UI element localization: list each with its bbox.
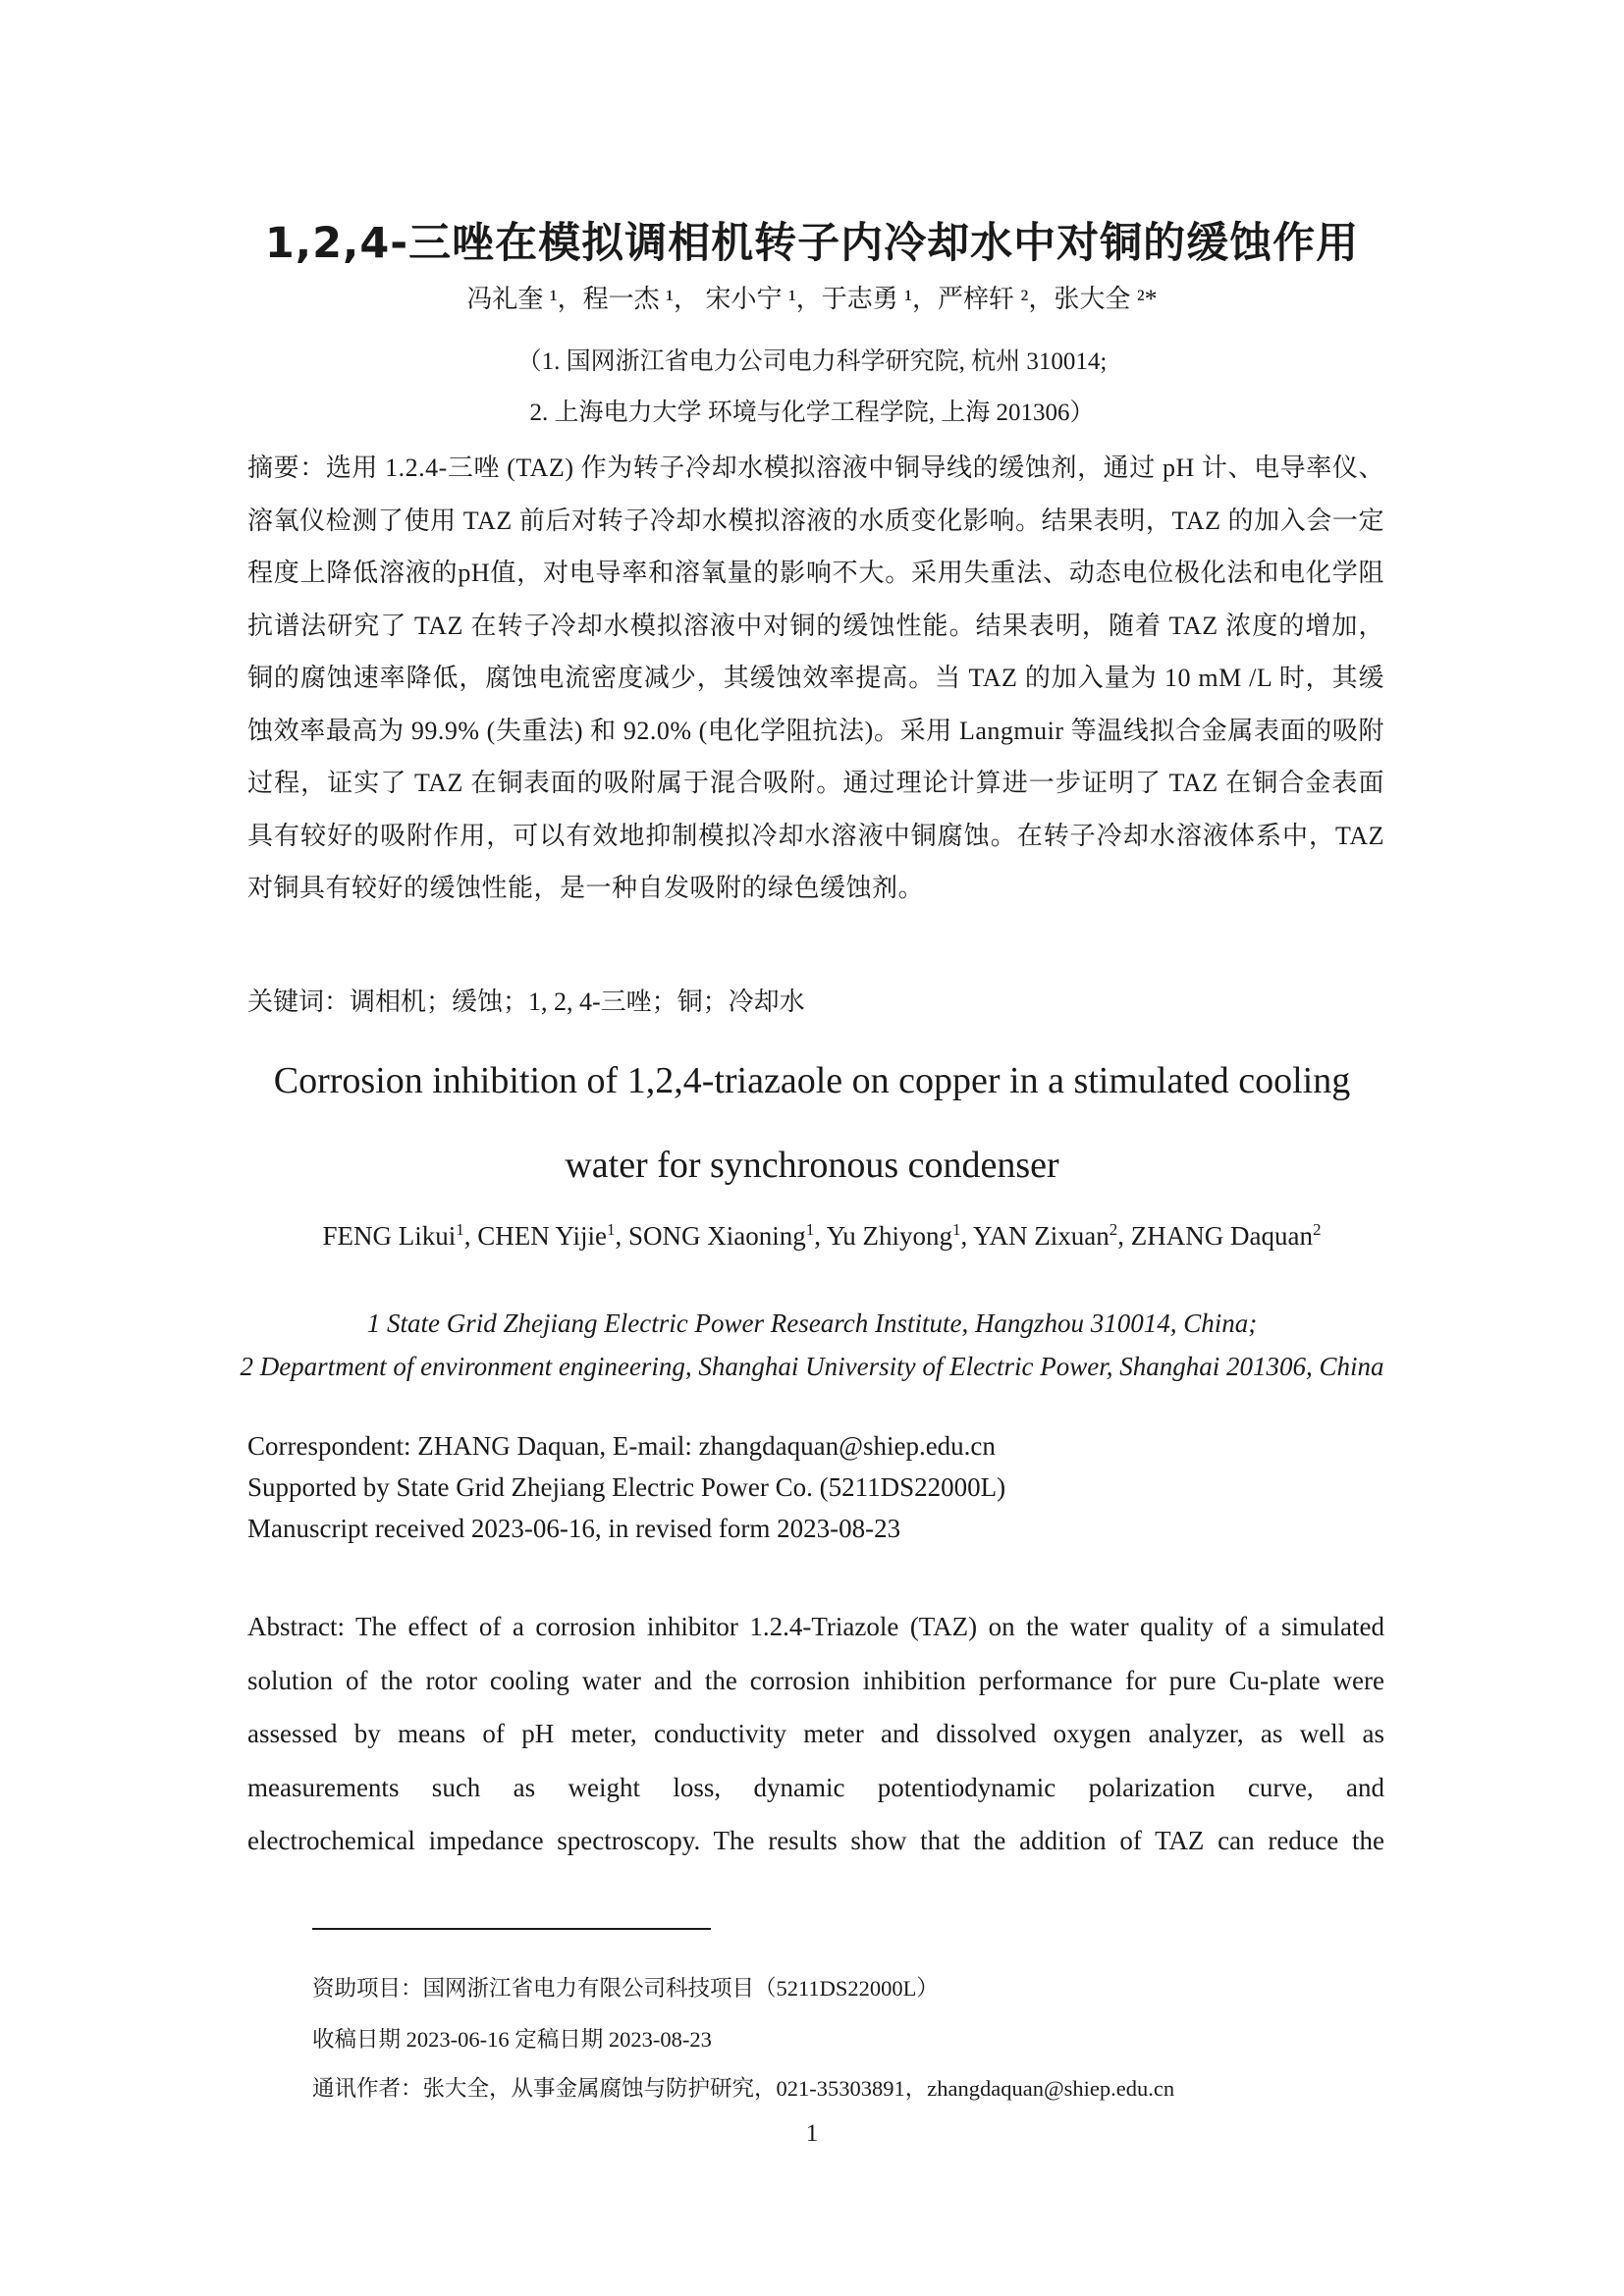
footnote-dates: 收稿日期 2023-06-16 定稿日期 2023-08-23 bbox=[312, 2027, 712, 2052]
affiliation-chinese-2: 2. 上海电力大学 环境与化学工程学院, 上海 201306） bbox=[529, 400, 1095, 426]
abstract-chinese: 摘要：选用 1.2.4-三唑 (TAZ) 作为转子冷却水模拟溶液中铜导线的缓蚀剂，通过 pH 计、电导率仪、溶氧仪检测了使用 TAZ 前后对转子冷却水模拟溶液的水质变化影响。结果表明，TAZ 的加入会一定程度上降低溶液的pH值，对电导率和溶氧量的影响不大。采用失重法、动态电位极化法和电化学阻抗谱法研究了 TAZ 在转子冷却水模拟溶液中对铜的缓蚀性能。结果表明，随着 TAZ 浓度的增加，铜的腐蚀速率降低，腐蚀电流密度减少，其缓蚀效率提高。当 TAZ 的加入量为 10 mM /L 时，其缓蚀效率最高为 99.9% (失重法) 和 92.0% (电化学阻抗法)。采用 Langmuir 等温线拟合金属表面的吸附过程，证实了 TAZ 在铜表面的吸附属于混合吸附。通过理论计算进一步证明了 TAZ 在铜合金表面具有较好的吸附作用，可以有效地抑制模拟冷却水溶液中铜腐蚀。在转子冷却水溶液体系中，TAZ 对铜具有较好的缓蚀性能，是一种自发吸附的绿色缓蚀剂。 bbox=[247, 454, 1384, 902]
correspondent-line: Correspondent: ZHANG Daquan, E-mail: zhangdaquan@shiep.edu.cn bbox=[247, 1431, 996, 1461]
authors-chinese: 冯礼奎 ¹，程一杰 ¹， 宋小宁 ¹，于志勇 ¹，严梓轩 ²，张大全 ²* bbox=[466, 285, 1158, 313]
abstract-english-line: measurements such as weight loss, dynamic potentiodynamic polarization curve, and bbox=[247, 1772, 1384, 1802]
footnote-funding: 资助项目：国网浙江省电力有限公司科技项目（5211DS22000L） bbox=[312, 1976, 939, 2001]
author-en: CHEN Yijie$^1$, bbox=[477, 1220, 629, 1251]
author-en: YAN Zixuan$^2$, bbox=[973, 1220, 1131, 1251]
footnote-divider bbox=[312, 1928, 711, 1930]
author-en: FENG Likui$^1$, bbox=[322, 1220, 478, 1251]
abstract-english-line: Abstract: The effect of a corrosion inhibitor 1.2.4-Triazole (TAZ) on the water quality of a simulated bbox=[247, 1612, 1384, 1641]
footnote-correspondence: 通讯作者：张大全，从事金属腐蚀与防护研究，021-35303891，zhangdaquan@shiep.edu.cn bbox=[312, 2076, 1175, 2101]
abstract-english-line: electrochemical impedance spectroscopy. The results show that the addition of TAZ can reduce the bbox=[247, 1826, 1384, 1855]
keywords-chinese: 关键词：调相机；缓蚀；1, 2, 4-三唑；铜；冷却水 bbox=[247, 988, 805, 1016]
manuscript-dates-line: Manuscript received 2023-06-16, in revised form 2023-08-23 bbox=[247, 1514, 901, 1543]
funding-line: Supported by State Grid Zhejiang Electric Power Co. (5211DS22000L) bbox=[247, 1472, 1006, 1502]
author-en: SONG Xiaoning$^1$, bbox=[628, 1220, 827, 1251]
abstract-english bbox=[247, 1600, 1384, 1868]
title-chinese: 1,2,4-三唑在模拟调相机转子内冷却水中对铜的缓蚀作用 bbox=[264, 219, 1360, 268]
affiliation-english-1: 1 State Grid Zhejiang Electric Power Research Institute, Hangzhou 310014, China; bbox=[366, 1308, 1258, 1338]
title-english: Corrosion inhibition of 1,2,4-triazaole on copper in a stimulated cooling water for synchronous condenser bbox=[273, 1060, 1351, 1186]
affiliation-english-2: 2 Department of environment engineering, Shanghai University of Electric Power, Shanghai 201306, China bbox=[240, 1352, 1384, 1381]
page-number: 1 bbox=[805, 2120, 819, 2147]
abstract-english-line: assessed by means of pH meter, conductivity meter and dissolved oxygen analyzer, as well as bbox=[247, 1719, 1384, 1748]
abstract-english-line: solution of the rotor cooling water and the corrosion inhibition performance for pure Cu-plate were bbox=[247, 1665, 1384, 1695]
author-en: Yu Zhiyong$^1$, bbox=[826, 1220, 974, 1251]
author-en: ZHANG Daquan$^2$ bbox=[1130, 1220, 1322, 1251]
authors-english bbox=[236, 1207, 1388, 1258]
affiliation-chinese-1: （1. 国网浙江省电力公司电力科学研究院, 杭州 310014; bbox=[516, 348, 1108, 375]
